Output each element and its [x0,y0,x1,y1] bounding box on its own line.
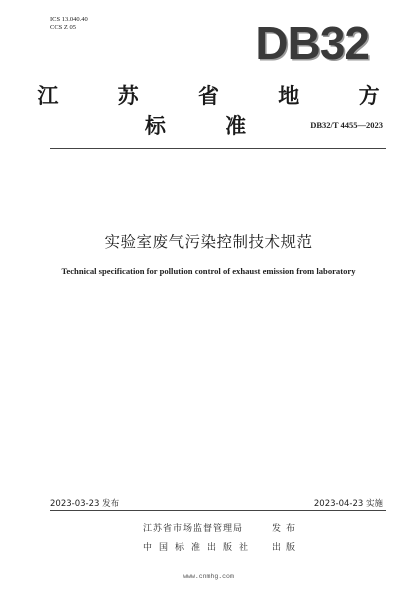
document-title-zh: 实验室废气污染控制技术规范 [104,233,313,251]
issue-date: 2023-03-23 发布 [50,499,120,509]
issuer-name: 江苏省市场监督管理局 [143,524,244,534]
document-title-en: Technical specification for pollution control of exhaust emission from laboratory [61,266,356,276]
top-divider [50,148,386,149]
publisher-action: 出版 [272,543,301,553]
website-watermark: www.cnmhg.com [183,573,234,580]
publisher-name: 中国标准出版社 [143,543,256,553]
standard-category-title: 江 苏 省 地 方 标 准 [37,84,406,138]
effective-date: 2023-04-23 实施 [313,499,383,509]
bottom-divider [50,510,386,511]
db32-logo: DB32 [255,17,369,69]
ccs-code: CCS Z 05 [50,24,77,31]
issuer-action: 发布 [272,524,301,534]
classification-codes [50,16,88,32]
standard-number: DB32/T 4455—2023 [310,120,383,130]
ics-code: ICS 13.040.40 [50,16,88,23]
